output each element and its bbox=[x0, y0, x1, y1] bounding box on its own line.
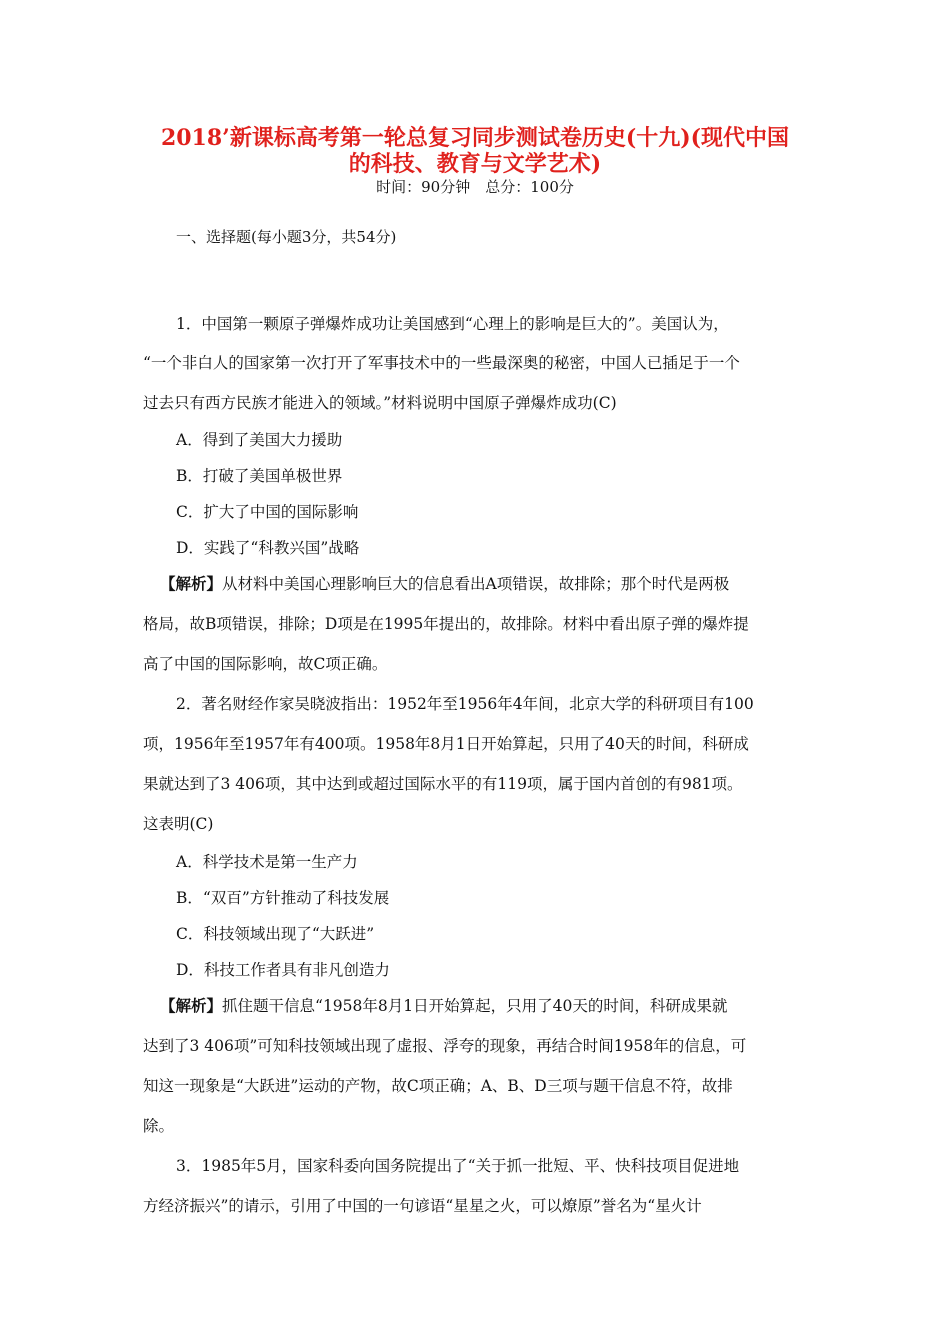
q1-option-c: C．扩大了中国的国际影响 bbox=[176, 503, 359, 521]
exam-time-score: 时间：90分钟 总分：100分 bbox=[376, 178, 574, 196]
q3-stem-line: 方经济振兴”的请示，引用了中国的一句谚语“星星之火，可以燎原”誉名为“星火计 bbox=[143, 1197, 702, 1215]
q1-analysis-line: 格局，故B项错误，排除；D项是在1995年提出的，故排除。材料中看出原子弹的爆炸提 bbox=[143, 615, 749, 633]
analysis-tag: 【解析】 bbox=[160, 574, 223, 593]
exam-title-line-2: 的科技、教育与文学艺术) bbox=[348, 151, 602, 177]
q2-option-a: A．科学技术是第一生产力 bbox=[176, 853, 358, 871]
analysis-text: 从材料中美国心理影响巨大的信息看出A项错误，故排除；那个时代是两极 bbox=[222, 575, 730, 593]
analysis-tag: 【解析】 bbox=[160, 996, 223, 1015]
q1-stem-line: 1．中国第一颗原子弹爆炸成功让美国感到“心理上的影响是巨大的”。美国认为， bbox=[176, 315, 729, 333]
q2-analysis-line: 达到了3 406项”可知科技领域出现了虚报、浮夸的现象，再结合时间1958年的信息，可 bbox=[143, 1037, 747, 1055]
q2-stem-line: 这表明(C) bbox=[143, 815, 214, 833]
q1-option-d: D．实践了“科教兴国”战略 bbox=[176, 539, 360, 557]
q2-analysis-line: 知这一现象是“大跃进”运动的产物，故C项正确；A、B、D三项与题干信息不符，故排 bbox=[143, 1077, 733, 1095]
q1-analysis-line bbox=[160, 566, 830, 602]
exam-title-line-1: 2018’新课标高考第一轮总复习同步测试卷历史(十九)(现代中国 bbox=[160, 125, 790, 151]
q2-stem-line: 项，1956年至1957年有400项。1958年8月1日开始算起，只用了40天的时间，科研成 bbox=[143, 735, 749, 753]
q1-option-b: B．打破了美国单极世界 bbox=[176, 467, 343, 485]
q2-analysis-line: 除。 bbox=[143, 1117, 175, 1135]
q1-stem-line: “一个非白人的国家第一次打开了军事技术中的一些最深奥的秘密，中国人已插足于一个 bbox=[143, 354, 740, 372]
q1-option-a: A．得到了美国大力援助 bbox=[176, 431, 343, 449]
q1-stem-line: 过去只有西方民族才能进入的领域。”材料说明中国原子弹爆炸成功(C) bbox=[143, 394, 617, 412]
q2-option-b: B．“双百”方针推动了科技发展 bbox=[176, 889, 390, 907]
q2-option-d: D．科技工作者具有非凡创造力 bbox=[176, 961, 390, 979]
analysis-text: 抓住题干信息“1958年8月1日开始算起，只用了40天的时间，科研成果就 bbox=[222, 997, 728, 1015]
q3-stem-line: 3．1985年5月，国家科委向国务院提出了“关于抓一批短、平、快科技项目促进地 bbox=[176, 1157, 740, 1175]
q2-stem-line: 果就达到了3 406项，其中达到或超过国际水平的有119项，属于国内首创的有981项。 bbox=[143, 775, 743, 793]
q2-stem-line: 2．著名财经作家吴晓波指出：1952年至1956年4年间，北京大学的科研项目有100 bbox=[176, 695, 754, 713]
q2-option-c: C．科技领域出现了“大跃进” bbox=[176, 925, 375, 943]
q2-analysis-line bbox=[160, 988, 830, 1024]
section-heading: 一、选择题(每小题3分，共54分) bbox=[176, 228, 397, 246]
q1-analysis-line: 高了中国的国际影响，故C项正确。 bbox=[143, 655, 388, 673]
